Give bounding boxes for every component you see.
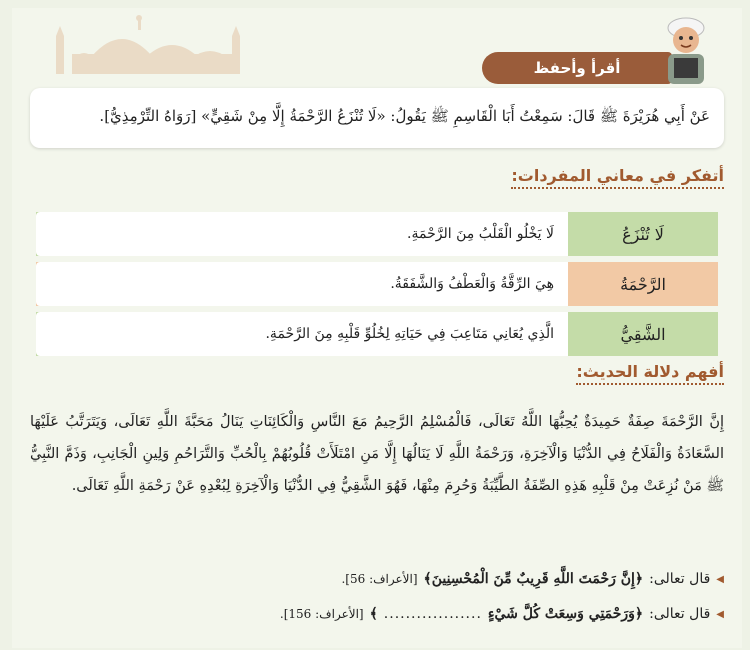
ayah-reference: [الأعراف: 56]. bbox=[341, 572, 418, 586]
vocab-meaning: الَّذِي يُعَانِي مَتَاعِبَ فِي حَيَاتِهِ لِخُلُوِّ قَلْبِهِ مِنَ الرَّحْمَةِ. bbox=[36, 312, 568, 356]
textbook-page bbox=[12, 8, 742, 648]
vocab-meaning: هِيَ الرِّقَّةُ وَالْعَطْفُ وَالشَّفَقَةُ. bbox=[36, 262, 568, 306]
vocab-title-text: أتفكر في معاني المفردات: bbox=[511, 166, 724, 185]
student-character-icon bbox=[654, 14, 718, 86]
vocab-row bbox=[36, 312, 718, 356]
ayah-line bbox=[280, 606, 724, 622]
vocab-row bbox=[36, 212, 718, 256]
vocab-meaning: لَا يَخْلُو الْقَلْبُ مِنَ الرَّحْمَةِ. bbox=[36, 212, 568, 256]
mosque-skyline-icon bbox=[52, 14, 252, 74]
ayah-prefix: قال تعالى: bbox=[649, 571, 711, 587]
ayah-quote: ﴿إِنَّ رَحْمَتَ اللَّهِ قَرِيبٌ مِّنَ الْمُحْسِنِينَ﴾ bbox=[423, 571, 644, 587]
vocab-word: الرَّحْمَةُ bbox=[568, 262, 718, 306]
hadith-text: عَنْ أَبِي هُرَيْرَةَ ﷺ قَالَ: سَمِعْتُ أَبَا الْقَاسِمِ ﷺ يَقُولُ: «لَا تُنْزَعُ الرَّحْمَةُ إِلَّا مِنْ شَقِيٍّ» [رَوَاهُ التِّرْمِذِيُّ]. bbox=[99, 107, 710, 125]
fill-in-blank[interactable]: .................. bbox=[383, 606, 482, 622]
meaning-title-text: أفهم دلالة الحديث: bbox=[576, 362, 724, 381]
hadith-box bbox=[30, 88, 724, 148]
bullet-icon: ◀ bbox=[716, 608, 724, 620]
meaning-section-title bbox=[576, 362, 724, 385]
explanation-paragraph: إِنَّ الرَّحْمَةَ صِفَةٌ حَمِيدَةٌ يُحِبُّهَا اللَّهُ تَعَالَى، فَالْمُسْلِمُ الرَّحِيمُ مَعَ النَّاسِ وَالْكَائِنَاتِ يَنَالُ مَحَبَّةَ اللَّهِ تَعَالَى، وَيَتَرَتَّبُ عَلَيْهَا السَّعَادَةُ وَالْفَلَاحُ فِي الدُّنْيَا وَالْآخِرَةِ، وَرَحْمَةُ اللَّهِ لَا يَنَالُهَا إِلَّا مَنِ امْتَلَأَتْ قُلُوبُهُمْ بِالْحُبِّ وَالتَّرَاحُمِ وَلِينِ الْجَانِبِ، وَذَمَّ النَّبِيُّ ﷺ مَنْ نُزِعَتْ مِنْ قَلْبِهِ هَذِهِ الصِّفَةُ الطَّيِّبَةُ وَحُرِمَ مِنْهَا، فَهُوَ الشَّقِيُّ فِي الدُّنْيَا وَالْآخِرَةِ لِبُعْدِهِ عَنْ رَحْمَةِ اللَّهِ تَعَالَى. bbox=[30, 414, 724, 494]
ayah-quote: ﴿وَرَحْمَتِي وَسِعَتْ كُلَّ شَيْءٍ bbox=[487, 606, 644, 622]
ayah-quote-end: ﴾ bbox=[369, 606, 378, 622]
bullet-icon: ◀ bbox=[716, 573, 724, 585]
read-memorize-tab bbox=[482, 52, 672, 84]
ayah-line bbox=[341, 571, 724, 587]
vocab-row bbox=[36, 262, 718, 306]
vocab-word: الشَّقِيُّ bbox=[568, 312, 718, 356]
tab-label: أقرأ وأحفظ bbox=[533, 59, 621, 77]
ayah-reference: [الأعراف: 156]. bbox=[279, 607, 364, 621]
ayah-prefix: قال تعالى: bbox=[649, 606, 711, 622]
vocab-section-title bbox=[511, 166, 724, 189]
vocab-word: لَا تُنْزَعُ bbox=[568, 212, 718, 256]
